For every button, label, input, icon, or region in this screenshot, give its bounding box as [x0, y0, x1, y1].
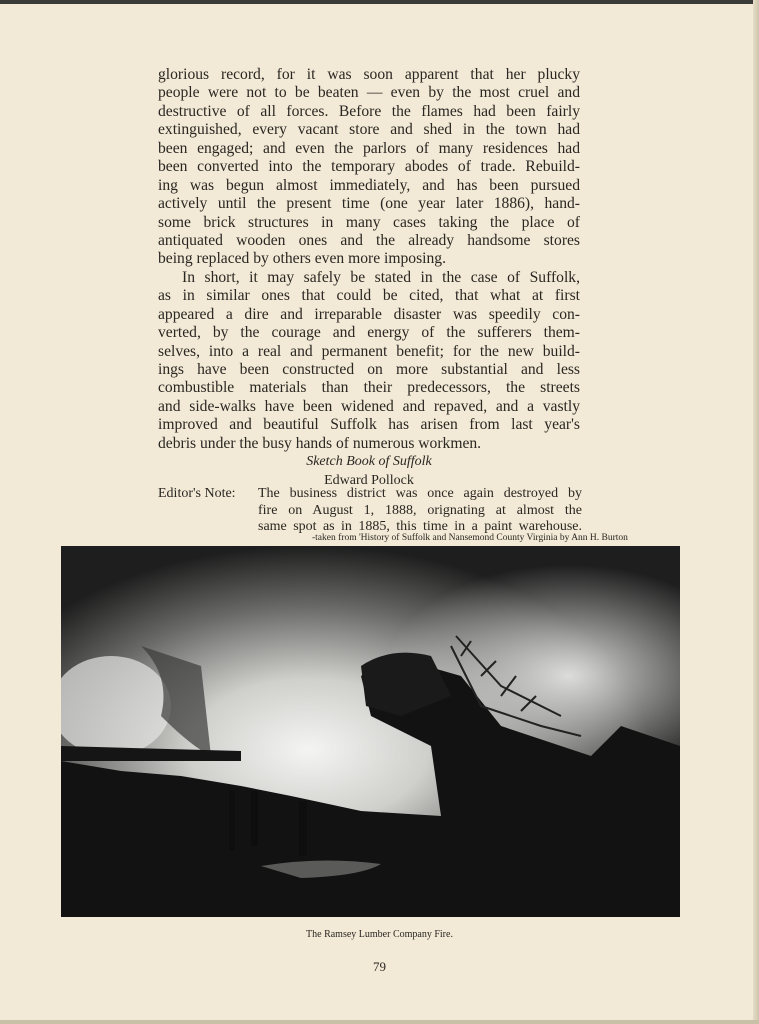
text-line: been converted into the temporary abodes of trade. Rebuild- — [158, 158, 580, 176]
body-text — [158, 66, 580, 490]
text-line: improved and beautiful Suffolk has arisen from last year's — [158, 416, 580, 434]
text-line: antiquated wooden ones and the already handsome stores — [158, 231, 580, 249]
text-line: destructive of all forces. Before the flames had been fairly — [158, 102, 580, 120]
text-line: same spot as in 1885, this time in a paint warehouse. — [258, 519, 582, 534]
source-author: Edward Pollock — [324, 472, 414, 488]
source-title — [158, 453, 580, 471]
page-number: 79 — [373, 959, 386, 974]
text-line: and side-walks have been widened and repaved, and a vastly — [158, 397, 580, 415]
text-line: ing was begun almost immediately, and has been pursued — [158, 176, 580, 194]
paragraph-2 — [158, 269, 580, 453]
editors-note-label: Editor's Note: — [158, 486, 236, 501]
page-edge — [753, 0, 759, 1024]
text-line: fire on August 1, 1888, orignating at almost the — [258, 502, 582, 518]
text-line: In short, it may safely be stated in the case of Suffolk, — [182, 268, 580, 286]
text-line: extinguished, every vacant store and shed in the town had — [158, 121, 580, 139]
text-line: verted, by the courage and energy of the sufferers them- — [158, 324, 580, 342]
text-line: The business district was once again destroyed by — [258, 486, 582, 501]
photo-caption: The Ramsey Lumber Company Fire. — [306, 929, 453, 940]
page-edge — [0, 0, 759, 4]
text-line: debris under the busy hands of numerous workmen. — [158, 434, 482, 452]
text-line: combustible materials than their predecessors, the streets — [158, 379, 580, 397]
text-line: appeared a dire and irreparable disaster was speedily con- — [158, 305, 580, 323]
text-line: glorious record, for it was soon apparent that her plucky — [158, 66, 580, 83]
text-line: some brick structures in many cases taking the place of — [158, 213, 580, 231]
text-line: been engaged; and even the parlors of many residences had — [158, 139, 580, 157]
text-line: selves, into a real and permanent benefit; for the new build- — [158, 342, 580, 360]
paragraph-1 — [158, 66, 580, 269]
text-line: as in similar ones that could be cited, that what at first — [158, 287, 580, 305]
fire-scene-image — [61, 546, 680, 917]
source-credit: -taken from 'History of Suffolk and Nansemond County Virginia by Ann H. Burton — [312, 533, 628, 543]
text-line: people were not to be beaten — even by the most cruel and — [158, 84, 580, 102]
fire-photograph — [61, 546, 680, 917]
text-line: actively until the present time (one year later 1886), hand- — [158, 195, 580, 213]
text-line: ings have been constructed on more substantial and less — [158, 361, 580, 378]
page-edge — [0, 1020, 759, 1024]
text-line: being replaced by others even more imposing. — [158, 250, 446, 268]
editors-note-body — [258, 486, 582, 536]
source-title-text: Sketch Book of Suffolk — [306, 454, 432, 470]
